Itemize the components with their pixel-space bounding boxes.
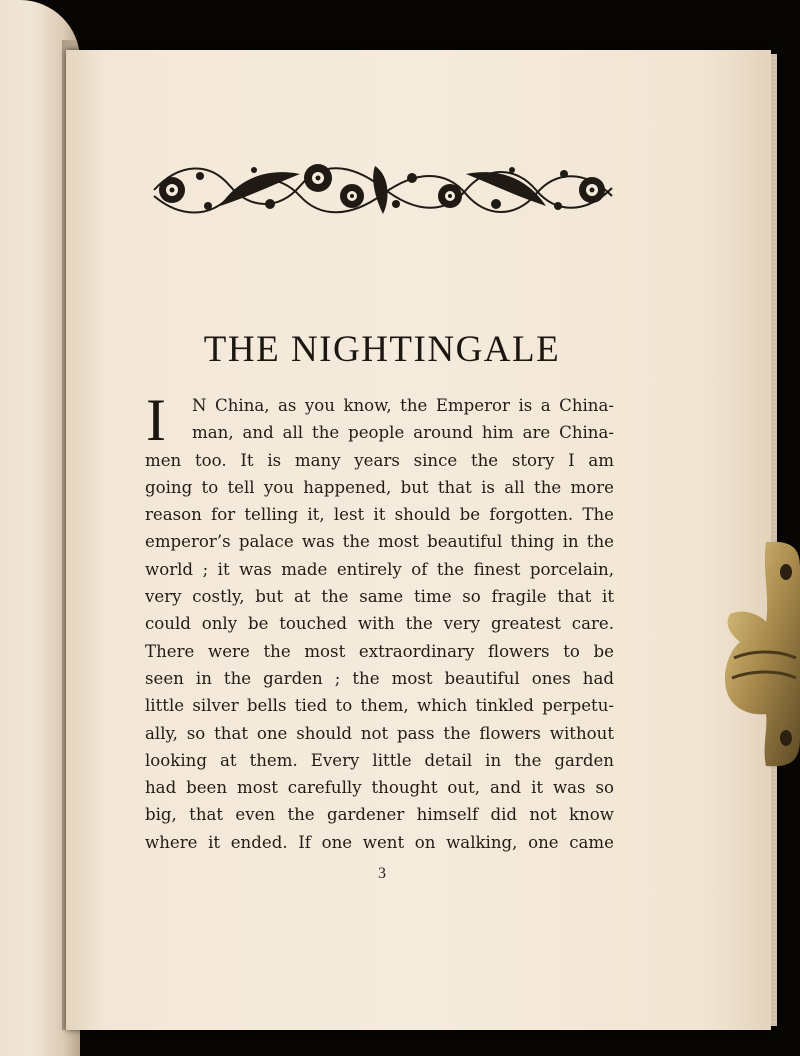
brass-clasp-icon bbox=[722, 538, 800, 770]
text-line: big, that even the gardener himself did not know bbox=[145, 805, 614, 825]
text-line: seen in the garden ; the most beautiful ones had bbox=[145, 668, 614, 688]
text-line: men too. It is many years since the story I am bbox=[145, 450, 614, 470]
text-line: emperor’s palace was the most beautiful thing in the bbox=[145, 532, 614, 552]
text-line: very costly, but at the same time so fragile that it bbox=[145, 587, 614, 607]
floral-headpiece-icon bbox=[150, 156, 616, 222]
text-line: where it ended. If one went on walking, one came bbox=[145, 832, 614, 852]
text-line: ally, so that one should not pass the flowers without bbox=[145, 723, 614, 743]
drop-cap: I bbox=[146, 387, 166, 453]
chapter-body bbox=[145, 387, 614, 856]
text-line: N China, as you know, the Emperor is a China- bbox=[192, 396, 614, 415]
text-line: reason for telling it, lest it should be forgotten. The bbox=[145, 505, 614, 525]
text-line: man, and all the people around him are China- bbox=[192, 423, 614, 443]
text-line: world ; it was made entirely of the finest porcelain, bbox=[145, 559, 614, 579]
text-line: going to tell you happened, but that is all the more bbox=[145, 477, 614, 497]
text-line: looking at them. Every little detail in the garden bbox=[145, 750, 614, 770]
text-line: could only be touched with the very greatest care. bbox=[145, 614, 614, 634]
chapter-title: THE NIGHTINGALE bbox=[203, 329, 561, 370]
page-number: 3 bbox=[378, 865, 386, 882]
right-page bbox=[66, 50, 771, 1030]
text-line: had been most carefully thought out, and it was so bbox=[145, 778, 614, 798]
text-line: There were the most extraordinary flowers to be bbox=[145, 641, 614, 661]
text-line: little silver bells tied to them, which tinkled perpetu- bbox=[145, 696, 614, 716]
